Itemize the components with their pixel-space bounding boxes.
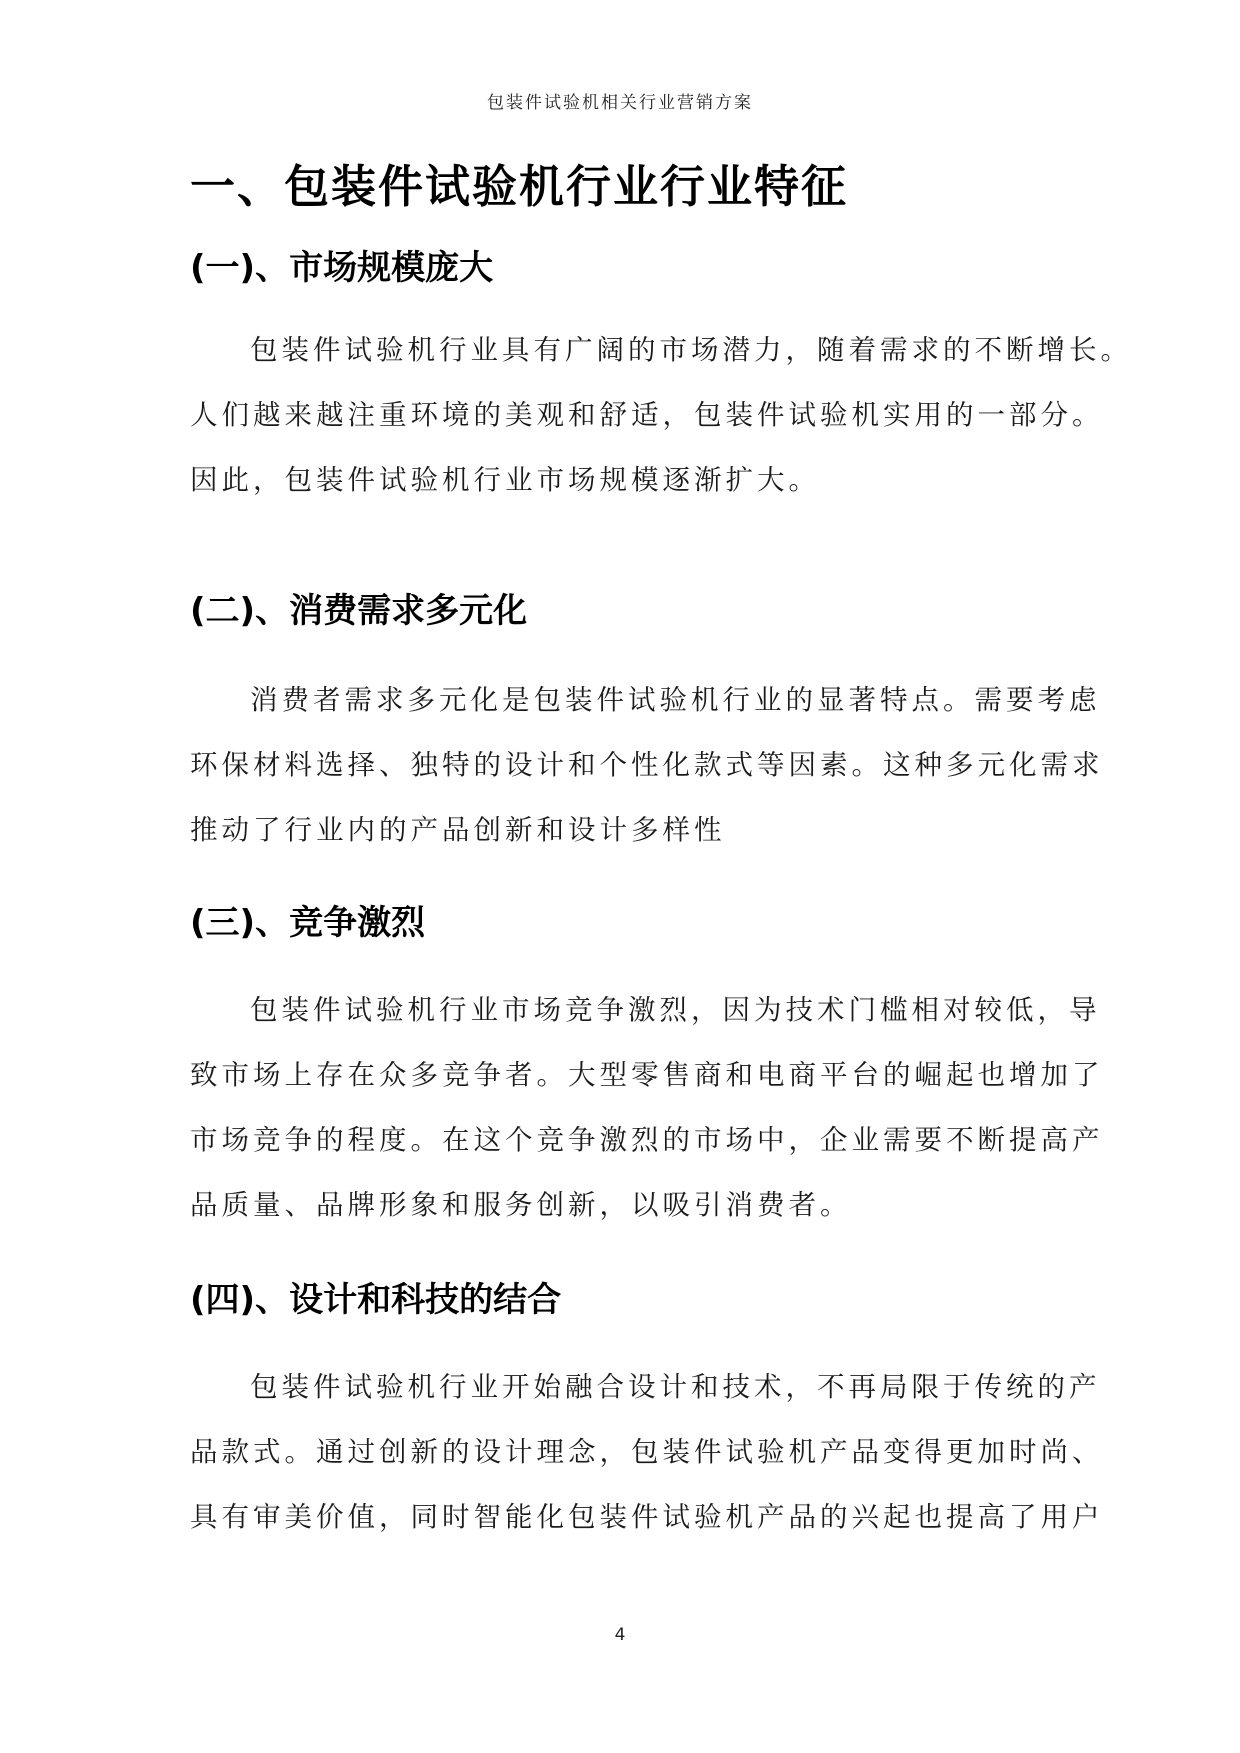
paragraph-line: 市场竞争的程度。在这个竞争激烈的市场中，企业需要不断提高产 [190, 1124, 1104, 1156]
page-number: 4 [614, 1625, 626, 1645]
section-paragraph-3 [190, 978, 1104, 1238]
section-heading-4: (四)、设计和科技的结合 [190, 1280, 562, 1320]
section-heading-3: (三)、竞争激烈 [190, 903, 426, 943]
paragraph-line: 包装件试验机行业市场竞争激烈，因为技术门槛相对较低，导 [250, 994, 1101, 1026]
paragraph-line: 包装件试验机行业具有广阔的市场潜力，随着需求的不断增长。 [250, 334, 1132, 366]
paragraph-line: 品款式。通过创新的设计理念，包装件试验机产品变得更加时尚、 [190, 1436, 1104, 1468]
running-header: 包装件试验机相关行业营销方案 [487, 93, 753, 113]
paragraph-line: 包装件试验机行业开始融合设计和技术，不再局限于传统的产 [250, 1371, 1101, 1403]
paragraph-line: 环保材料选择、独特的设计和个性化款式等因素。这种多元化需求 [190, 749, 1104, 781]
chapter-title: 一、包装件试验机行业行业特征 [190, 160, 849, 213]
paragraph-line: 消费者需求多元化是包装件试验机行业的显著特点。需要考虑 [250, 684, 1101, 716]
paragraph-line: 人们越来越注重环境的美观和舒适，包装件试验机实用的一部分。 [190, 399, 1104, 431]
section-paragraph-1 [190, 318, 1132, 513]
paragraph-line: 因此，包装件试验机行业市场规模逐渐扩大。 [190, 464, 820, 496]
section-paragraph-2 [190, 668, 1104, 863]
paragraph-line: 品质量、品牌形象和服务创新，以吸引消费者。 [190, 1189, 852, 1221]
paragraph-line: 致市场上存在众多竞争者。大型零售商和电商平台的崛起也增加了 [190, 1059, 1104, 1091]
section-paragraph-4 [190, 1355, 1104, 1550]
section-heading-2: (二)、消费需求多元化 [190, 591, 528, 631]
paragraph-line: 推动了行业内的产品创新和设计多样性 [190, 814, 726, 846]
section-heading-1: (一)、市场规模庞大 [190, 248, 494, 288]
paragraph-line: 具有审美价值，同时智能化包装件试验机产品的兴起也提高了用户 [190, 1501, 1104, 1533]
